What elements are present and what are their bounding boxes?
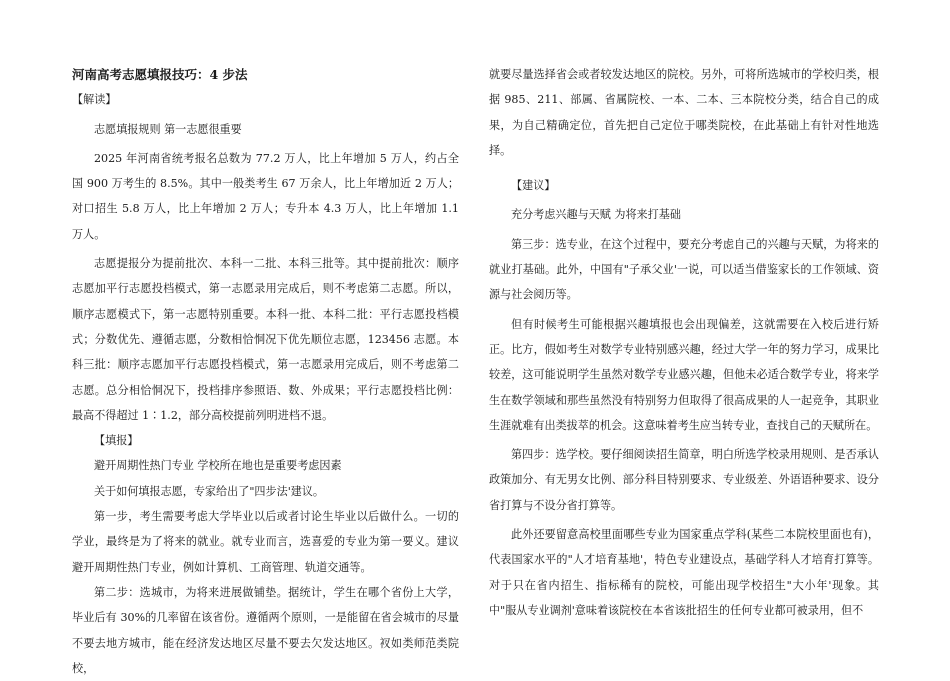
article-title: 河南高考志愿填报技巧：4 步法 xyxy=(72,67,248,82)
paragraph-step-three: 第三步：选专业，在这个过程中，要充分考虑自己的兴趣与天赋，为将来的就业打基础。此外，中国有"子承父业'一说，可以适当借鉴家长的工作领域、资源与社会阅历等。 xyxy=(489,237,879,302)
paragraph-interest-deviation: 但有时候考生可能根据兴趣填报也会出现偏差，这就需要在入校后进行矫正。比方，假如考生对数学专业特别感兴趣，经过大学一年的努力学习，成果比较差，这可能说明学生虽然对数学专业感兴趣，但他未必适合数学专业，将来学生在数学领域和那些虽然没有特别努力但取得了很高成果的人一起竞争，其职业生涯就难有出类拔萃的机会。这意味着考生应当转专业，查找自己的天赋所在。 xyxy=(489,317,879,432)
paragraph-step-two-continued: 就要尽量选择省会或者较发达地区的院校。另外，可将所选城市的学校归类，根据 985、211、部属、省属院校、一本、二本、三本院校分类，结合自己的成果，为自己精确定位，首先把自己定位于哪类院校，在此基础上有针对性地选择。 xyxy=(489,68,879,157)
left-column xyxy=(72,62,459,681)
subheading-rules: 志愿填报规则 第一志愿很重要 xyxy=(94,122,242,136)
paragraph-step-four: 第四步：选学校。要仔细阅读招生简章，明白所选学校录用规则、是否承认政策加分、有无男女比例、部分科目特别要求、专业级差、外语语种要求、设分省打算与不设分省打算等。 xyxy=(489,448,879,512)
subheading-interest-talent: 充分考虑兴趣与天赋 为将来打基础 xyxy=(511,208,681,222)
subheading-avoid-hot-majors: 避开周期性热门专业 学校所在地也是重要考虑因素 xyxy=(94,459,342,473)
paragraph-enrollment-stats: 2025 年河南省统考报名总数为 77.2 万人，比上年增加 5 万人，约占全国 900 万考生的 8.5%。其中一般类考生 67 万余人，比上年增加近 2 万人；对口招生 5.8 万人，比上年增加 2 万人；专升本 4.3 万人，比上年增加 1.1 万人。 xyxy=(72,151,459,241)
section-tag-tianbao: 【填报】 xyxy=(94,434,139,448)
paragraph-batch-rules: 志愿提报分为提前批次、本科一二批、本科三批等。其中提前批次：顺序志愿加平行志愿投档模式，第一志愿录用完成后，则不考虑第二志愿。所以，顺序志愿模式下，第一志愿特别重要。本科一批、本科二批：平行志愿投档模式；分数优先、遵循志愿，分数相恰恫况下优先顺位志愿，123456 志愿。本科三批：顺序志愿加平行志愿投档模式，第一志愿录用完成后，则不考虑第二志愿。总分相恰恫况下，投档排序参照语、数、外成果；平行志愿投档比例：最高不得超过 1∶1.2，部分高校提前列明进档不退。 xyxy=(72,257,459,422)
paragraph-step-two: 第二步：选城市，为将来进展做铺垫。据统计，学生在哪个省份上大学，毕业后有 30%的几率留在该省份。遵循两个原则，一是能留在省会城市的尽量不要去地方城市，能在经济发达地区尽量不要去欠发达地区。衩如类师范类院校， xyxy=(72,585,459,675)
paragraph-key-disciplines: 此外还要留意高校里面哪些专业为国家重点学科(某些二本院校里面也有)，代表国家水平的"人才培育基地'，特色专业建设点，基础学科人才培育打算等。对于只在省内招生、指标稀有的院校，可能出现学校招生"大小年'现象。其中"服从专业调剂'意味着该院校在本省该批招生的任何专业都可被录用，但不 xyxy=(489,528,879,617)
section-tag-jianyi: 【建议】 xyxy=(511,179,556,193)
section-tag-jiedu: 【解读】 xyxy=(72,93,117,107)
right-column xyxy=(489,62,879,623)
paragraph-four-step-intro: 关于如何填报志愿，专家给出了"四步法'建议。 xyxy=(94,484,325,498)
paragraph-step-one: 第一步，考生需要考虑大学毕业以后或者讨论生毕业以后做什么。一切的学业，最终是为了将来的就业。就专业而言，选喜爱的专业为第一要义。建议避开周期性热门专业，例如计算机、工商管理、轨道交通等。 xyxy=(72,510,459,574)
